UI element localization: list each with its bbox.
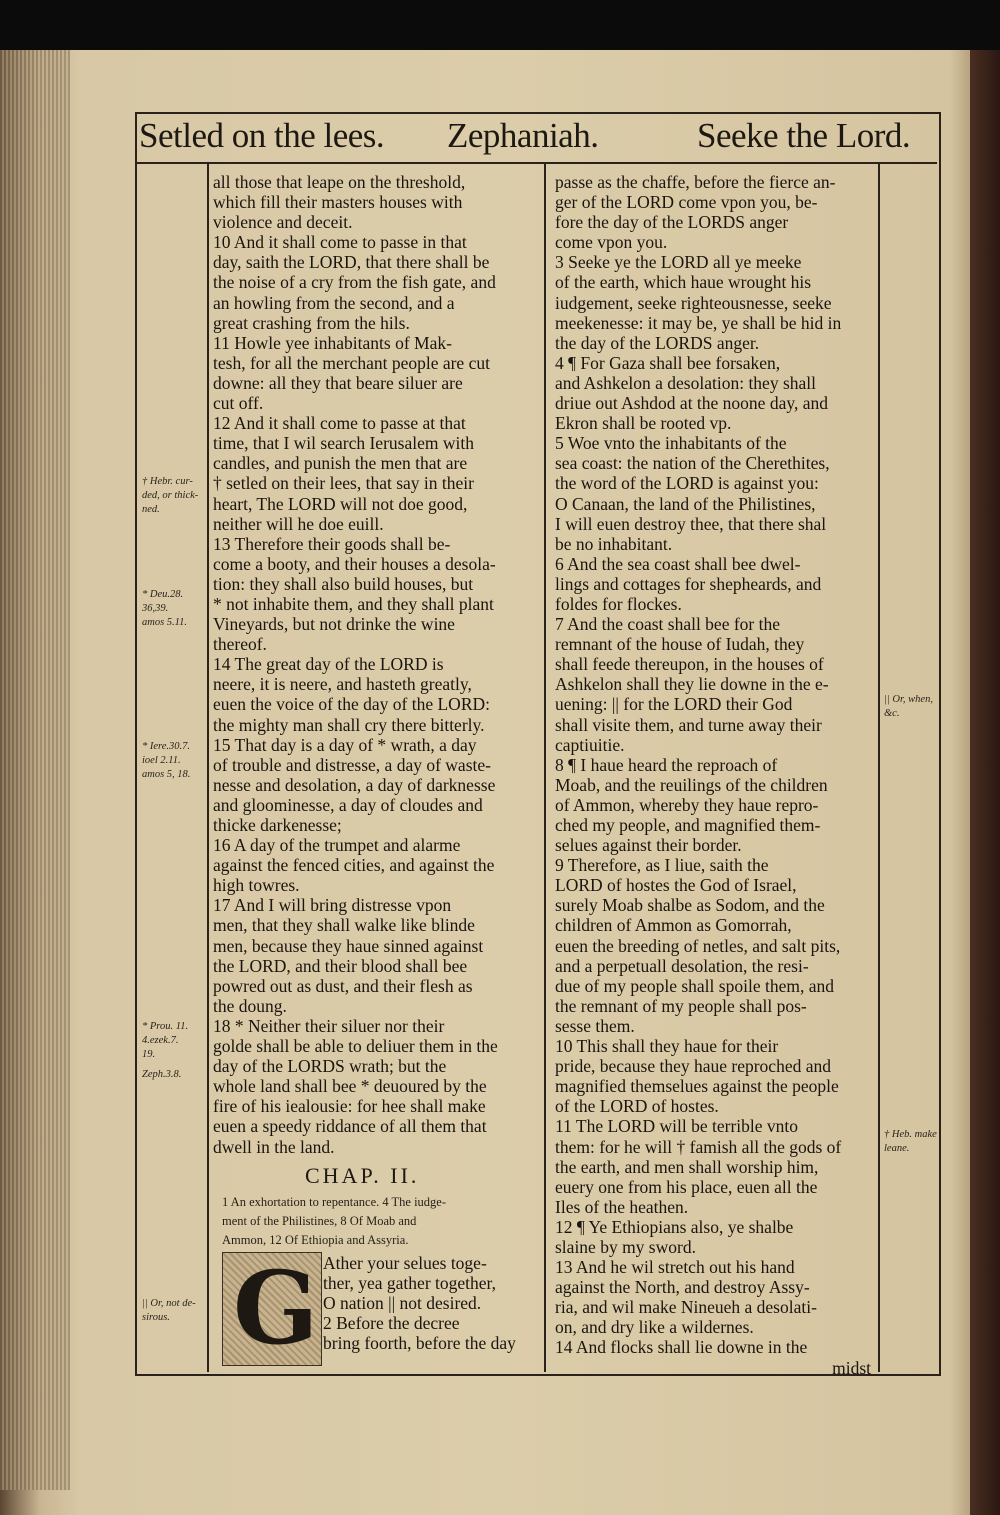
chapter-summary: 1 An exhortation to repentance. 4 The iudge- ment of the Philistines, 8 Of Moab and Ammon, 12 Of Ethiopia and Assyria.: [222, 1195, 447, 1247]
chapter-opening-text: Ather your selues toge- ther, yea gather together, O nation || not desired. 2 Before the decree bring foorth, before the day: [323, 1253, 516, 1354]
right-margin-rule: [878, 162, 880, 1372]
drop-cap: G: [222, 1252, 322, 1366]
page-edges: [0, 50, 70, 1490]
margin-note: † Hebr. cur- ded, or thick- ned.: [142, 476, 199, 515]
header-right: Seeke the Lord.: [697, 116, 911, 155]
margin-note: || Or, not de- sirous.: [142, 1298, 196, 1323]
running-header: [135, 112, 937, 164]
header-left: Setled on the lees.: [139, 116, 385, 155]
margin-note: * Prou. 11. 4.ezek.7. 19. Zeph.3.8.: [142, 1021, 189, 1080]
left-margin-rule: [207, 162, 209, 1372]
chapter-title: CHAP. II.: [305, 1163, 420, 1188]
margin-note: * Deu.28. 36,39. amos 5.11.: [142, 589, 188, 628]
column-right: passe as the chaffe, before the fierce an- ger of the LORD come vpon you, be- fore the day of the LORDS anger come vpon you. 3 Seeke ye the LORD all ye meeke of the earth, which haue wrought his iudgement, seeke righteousnesse, seeke meekenesse: it may be, ye shall be hid in the day of the LORDS anger. 4 ¶ For Gaza shall bee forsaken, and Ashkelon a desolation: they shall driue out Ashdod at the noone day, and Ekron shall be rooted vp. 5 Woe vnto the inhabitants of the sea coast: the nation of the Cherethites, the word of the LORD is against you: O Canaan, the land of the Philistines, I will euen destroy thee, that there shal be no inhabitant. 6 And the sea coast shall bee dwel- lings and cottages for shepheards, and foldes for flockes. 7 And the coast shall bee for the remnant of the house of Iudah, they shall feede thereupon, in the houses of Ashkelon shall they lie downe in the e- uening: || for the LORD their God shall visite them, and turne away their captiuitie. 8 ¶ I haue heard the reproach of Moab, and the reuilings of the children of Ammon, whereby they haue repro- ched my people, and magnified them- selues against their border. 9 Therefore, as I liue, saith the LORD of hostes the God of Israel, surely Moab shalbe as Sodom, and the children of Ammon as Gomorrah, euen the breeding of netles, and salt pits, and a perpetuall desolation, the resi- due of my people shall spoile them, and the remnant of my people shall pos- sesse them. 10 This shall they haue for their pride, because they haue reproched and magnified themselues against the people of the LORD of hostes. 11 The LORD will be terrible vnto them: for he will † famish all the gods of the earth, and men shall worship him, euery one from his place, euen all the Iles of the heathen. 12 ¶ Ye Ethiopians also, ye shalbe slaine by my sword. 13 And he wil stretch out his hand against the North, and destroy Assy- ria, and wil make Nineueh a desolati- on, and dry like a wildernes. 14 And flocks shall lie downe in the midst: [555, 172, 871, 1378]
margin-note: * Iere.30.7. ioel 2.11. amos 5, 18.: [142, 741, 191, 780]
margin-note: || Or, when, &c.: [884, 694, 933, 719]
column-left: all those that leape on the threshold, which fill their masters houses with violence and deceit. 10 And it shall come to passe in that day, saith the LORD, that there shall be the noise of a cry from the fish gate, and an howling from the second, and a great crashing from the hils. 11 Howle yee inhabitants of Mak- tesh, for all the merchant people are cut downe: all they that beare siluer are cut off. 12 And it shall come to passe at that time, that I wil search Ierusalem with candles, and punish the men that are † setled on their lees, that say in their heart, The LORD will not doe good, neither will he doe euill. 13 Therefore their goods shall be- come a booty, and their houses a desola- tion: they shall also build houses, but * not inhabite them, and they shall plant Vineyards, but not drinke the wine thereof. 14 The great day of the LORD is neere, it is neere, and hasteth greatly, euen the voice of the day of the LORD: the mighty man shall cry there bitterly. 15 That day is a day of * wrath, a day of trouble and distresse, a day of waste- nesse and desolation, a day of darknesse and gloominesse, a day of cloudes and thicke darkenesse; 16 A day of the trumpet and alarme against the fenced cities, and against the high towres. 17 And I will bring distresse vpon men, that they shall walke like blinde men, because they haue sinned against the LORD, and their blood shall bee powred out as dust, and their flesh as the doung. 18 * Neither their siluer nor their golde shall be able to deliuer them in the day of the LORDS wrath; but the whole land shall bee * deuoured by the fire of his iealousie: for hee shall make euen a speedy riddance of all them that dwell in the land.: [213, 172, 498, 1157]
book-spine: [970, 50, 1000, 1515]
header-center: Zephaniah.: [447, 116, 599, 155]
column-divider: [544, 162, 546, 1372]
margin-note: † Heb. make leane.: [884, 1129, 937, 1154]
